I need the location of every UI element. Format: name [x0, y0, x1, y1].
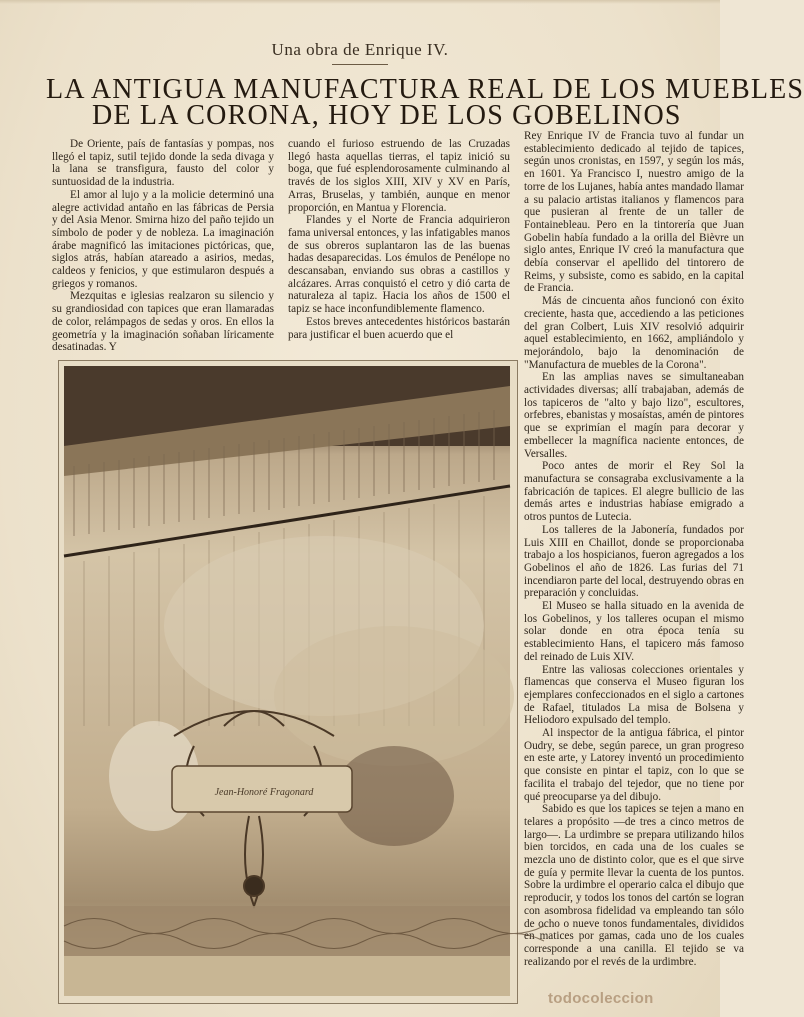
- paragraph: Estos breves antecedentes históricos bastarán para justificar el buen acuerdo que el: [288, 315, 510, 341]
- article-kicker: Una obra de Enrique IV.: [271, 40, 449, 59]
- paragraph: Mezquitas e iglesias realzaron su silencio y su grandiosidad con tapices que eran llamaradas de color, relámpagos de sedas y oros. En ellos la geometría y la imaginación soñaban líricamente desatinadas. Y: [52, 290, 274, 354]
- paragraph: cuando el furioso estruendo de las Cruzadas llegó hasta aquellas tierras, el tapiz inició su boga, que fué esplendorosamente culminando al través de los siglos XIII, XIV y XV en París, Arras, Bruselas, y también, aunque en menor proporción, en Mantua y Florencia.: [288, 138, 510, 214]
- paragraph: Sabido es que los tapices se tejen a mano en telares a propósito —de tres a cinco metros de largo—. La urdimbre se prepara utilizando hilos bien torcidos, en cada una de los cuales se mezcla uno de distinto color, que es el que sirve de guía y permite llevar la cuenta de los puntos. Sobre la urdimbre el operario calca el dibujo que reproducir, y todos los tonos del cartón se logran con asombrosa fidelidad va empleando tan sólo de ocho o nueve tonos fundamentales, divididos en matices por gamas, cada uno de los cuales corresponde a una canilla. El tejido se va realizando por el revés de la urdimbre.: [524, 803, 744, 968]
- paragraph: Al inspector de la antigua fábrica, el pintor Oudry, se debe, según parece, un gran progreso en este arte, y Latorey inventó un procedimiento que consiste en pintar el tapiz, con lo que se facilita el trabajo del tejedor, que no tiene por qué preocuparse ya del dibujo.: [524, 727, 744, 803]
- paragraph: Entre las valiosas colecciones orientales y flamencas que conserva el Museo figuran los ejemplares confeccionados en el siglo a cartones de Rafael, titulados La misa de Bolsena y Heliodoro expulsado del templo.: [524, 663, 744, 727]
- text-column-2: [288, 138, 510, 350]
- photo-caption: Jean-Honoré Fragonard: [214, 786, 314, 798]
- text-column-3: [524, 130, 744, 1010]
- paragraph: Rey Enrique IV de Francia tuvo al fundar un establecimiento dedicado al tejido de tapices, según unos cronistas, en 1597, y según los más, en 1601. Ya Francisco I, nuestro amigo de la torre de los Lujanes, había antes mandado llamar a su palacio artistas italianos y flamencos para que pusieran al frente de un taller de Fontainebleau. Pero en la tintorería que Juan Gobelin había fundado a la orilla del Bièvre un siglo antes, Enrique IV creó la manufactura que debía conservar el apellido del tintorero de Reims, y subsiste, como es sabido, en la capital de Francia.: [524, 130, 744, 295]
- paragraph: Los talleres de la Jabonería, fundados por Luis XIII en Chaillot, donde se proporcionaba trabajo a los hospicianos, fueron agregados a los Gobelinos el año de 1826. Las furias del 71 incendiaron parte del local, destruyendo obras en preparación y concluidas.: [524, 523, 744, 600]
- loom-illustration: [64, 366, 510, 996]
- paragraph: Más de cincuenta años funcionó con éxito creciente, hasta que, accediendo a las peticiones del gran Colbert, Luis XIV resolvió adquirir aquel establecimiento, en 1662, ampliándolo y mejorándolo, bajo la denominación de "Manufactura de muebles de la Corona".: [524, 295, 744, 371]
- paragraph: El amor al lujo y a la molicie determinó una alegre actividad antaño en las fábricas de Persia y del Asia Menor. Smirna hizo del paño tejido un símbolo de poder y de nobleza. La imaginación árabe magnificó las imitaciones pictóricas, que, siglos atrás, habían atareado a asirios, medas, caldeos y fenicios, y que estimularon después a griegos y romanos.: [52, 188, 274, 290]
- text-column-1: [52, 138, 274, 354]
- paragraph: Flandes y el Norte de Francia adquirieron fama universal entonces, y las infatigables manos de sus obreros suplantaron las de las buenas hadas desaparecidas. Los émulos de Penélope no descansaban, enviando sus obras a castillos y alcázares. Arras conquistó el cetro y dió carta de naturaleza al tapiz. Hacia los años de 1500 el tapiz se hace inconfundiblemente flamenco.: [288, 214, 510, 316]
- watermark-brand: todocoleccion: [548, 990, 654, 1007]
- paragraph: En las amplias naves se simultaneaban actividades diversas; allí trabajaban, además de los tapiceros de "alto y bajo lizo", escultores, orfebres, ebanistas y mosaístas, amén de pintores que se exprimían el magín para decorar y embellecer la magnífica naciente entonces, de Versalles.: [524, 371, 744, 460]
- paragraph: El Museo se halla situado en la avenida de los Gobelinos, y los talleres ocupan el mismo solar donde en otra época tenía su establecimiento Hans, el tapicero más famoso del reinado de Luis XIV.: [524, 600, 744, 663]
- page-edge-shadow: [0, 0, 720, 4]
- paragraph: Poco antes de morir el Rey Sol la manufactura se consagraba exclusivamente a la fabricación de tapices. El alegre bullicio de las demás artes e industrias habíase emigrado a otros puntos de Lutecia.: [524, 460, 744, 524]
- headline-line-2: DE LA CORONA, HOY DE LOS GOBELINOS: [92, 100, 682, 131]
- headline-line-1: LA ANTIGUA MANUFACTURA REAL DE LOS MUEBLES: [46, 74, 804, 105]
- watermark-logo: [548, 990, 654, 1007]
- tapestry-border: [64, 906, 510, 956]
- tapestry-loom-photo: [64, 366, 510, 996]
- kicker-rule: [332, 64, 388, 65]
- paragraph: De Oriente, país de fantasías y pompas, nos llegó el tapiz, sutil tejido donde la seda divaga y la lana se transfigura, fausto del color y suntuosidad de la industria.: [52, 138, 274, 189]
